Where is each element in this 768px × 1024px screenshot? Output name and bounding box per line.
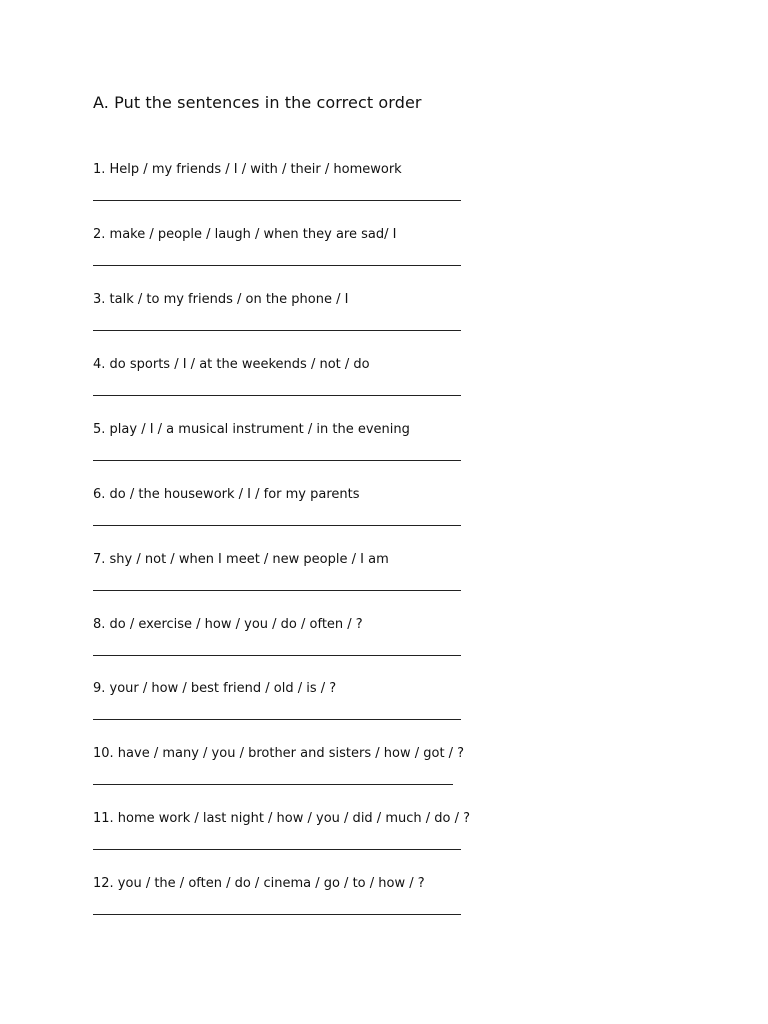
- sentence-prompt: 5. play / I / a musical instrument / in the evening: [93, 422, 410, 437]
- sentence-prompt: 11. home work / last night / how / you / did / much / do / ?: [93, 811, 471, 826]
- sentence-prompt: 9. your / how / best friend / old / is / ?: [93, 681, 337, 696]
- answer-line: [93, 525, 461, 526]
- answer-line: [93, 395, 461, 396]
- answer-line: [93, 655, 461, 656]
- answer-line: [93, 590, 461, 591]
- answer-line: [93, 784, 453, 785]
- answer-line: [93, 330, 461, 331]
- sentence-prompt: 6. do / the housework / I / for my parents: [93, 487, 360, 502]
- sentence-prompt: 1. Help / my friends / I / with / their / homework: [93, 162, 402, 177]
- answer-line: [93, 200, 461, 201]
- answer-line: [93, 849, 461, 850]
- worksheet-title: A. Put the sentences in the correct order: [93, 93, 422, 112]
- worksheet-page: [93, 0, 733, 1024]
- sentence-prompt: 8. do / exercise / how / you / do / often / ?: [93, 617, 363, 632]
- sentence-prompt: 12. you / the / often / do / cinema / go / to / how / ?: [93, 876, 425, 891]
- answer-line: [93, 914, 461, 915]
- answer-line: [93, 719, 461, 720]
- sentence-prompt: 7. shy / not / when I meet / new people / I am: [93, 552, 389, 567]
- sentence-prompt: 2. make / people / laugh / when they are sad/ I: [93, 227, 397, 242]
- answer-line: [93, 265, 461, 266]
- sentence-prompt: 4. do sports / I / at the weekends / not / do: [93, 357, 370, 372]
- answer-line: [93, 460, 461, 461]
- sentence-prompt: 10. have / many / you / brother and sisters / how / got / ?: [93, 746, 465, 761]
- sentence-prompt: 3. talk / to my friends / on the phone / I: [93, 292, 349, 307]
